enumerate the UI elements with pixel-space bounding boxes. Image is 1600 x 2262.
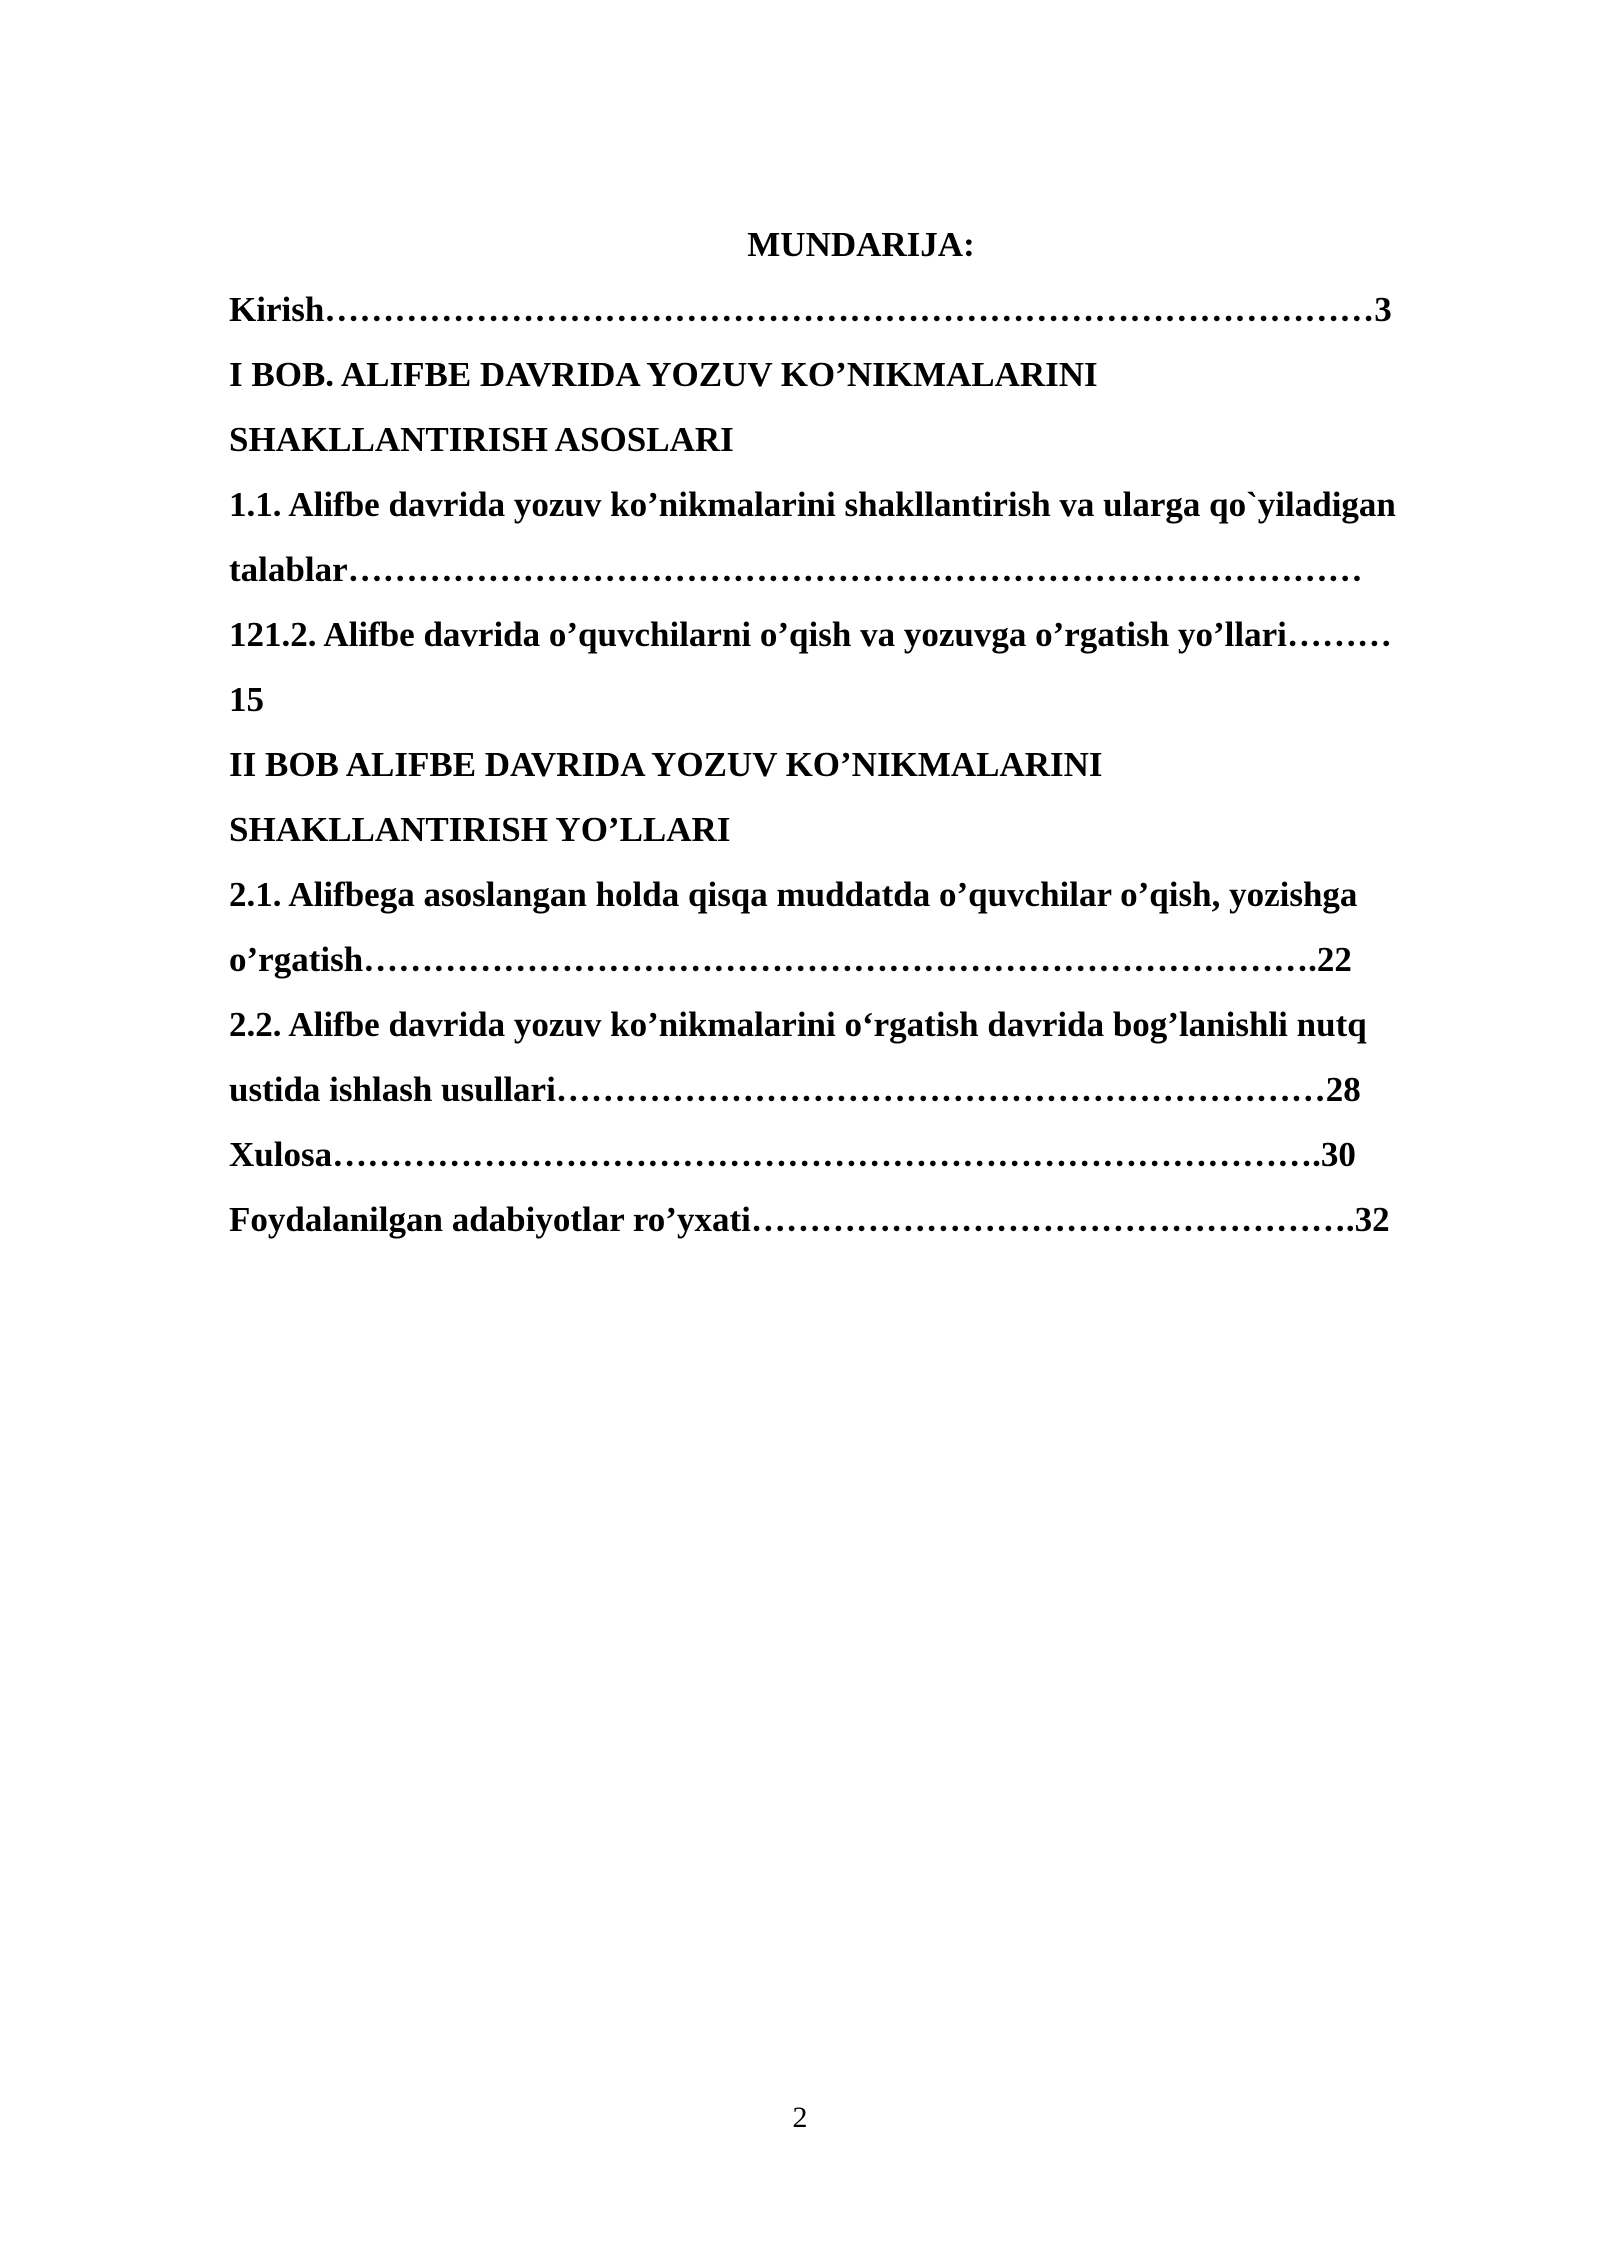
table-of-contents [229,212,1493,1252]
toc-chapter-1-heading-line1: I BOB. ALIFBE DAVRIDA YOZUV KO’NIKMALARINI [229,355,1098,394]
toc-section-2-2-line1: 2.2. Alifbe davrida yozuv ko’nikmalarini o‘rgatish davrida bog’lanishli nutq [229,1005,1367,1044]
toc-chapter-2-heading-line2: SHAKLLANTIRISH YO’LLARI [229,810,731,849]
toc-entry-conclusion: Xulosa………………………………………………………………………….30 [229,1135,1356,1174]
toc-entry-introduction: Kirish………………………………………………………………………………3 [229,290,1392,329]
toc-section-1-2-line1: 121.2. Alifbe davrida o’quvchilarni o’qish va yozuvga o’rgatish yo’llari……… [229,615,1392,654]
toc-section-1-1-line2: talablar…………………………………………………………………………… [229,550,1363,589]
toc-section-2-2-line2: ustida ishlash usullari…………………………………………………………28 [229,1070,1361,1109]
toc-entry-references: Foydalanilgan adabiyotlar ro’yxati…………………………………………….32 [229,1200,1390,1239]
toc-section-1-2-line2: 15 [229,680,264,719]
toc-chapter-2-heading-line1: II BOB ALIFBE DAVRIDA YOZUV KO’NIKMALARINI [229,745,1103,784]
toc-chapter-1-heading-line2: SHAKLLANTIRISH ASOSLARI [229,420,734,459]
toc-section-2-1-line1: 2.1. Alifbega asoslangan holda qisqa muddatda o’quvchilar o’qish, yozishga [229,875,1358,914]
toc-section-1-1-line1: 1.1. Alifbe davrida yozuv ko’nikmalarini shakllantirish va ularga qo`yiladigan [229,485,1396,524]
page-number: 2 [792,2101,808,2134]
toc-title: MUNDARIJA: [747,225,975,264]
toc-section-2-1-line2: o’rgatish……………………………………………………………………….22 [229,940,1352,979]
